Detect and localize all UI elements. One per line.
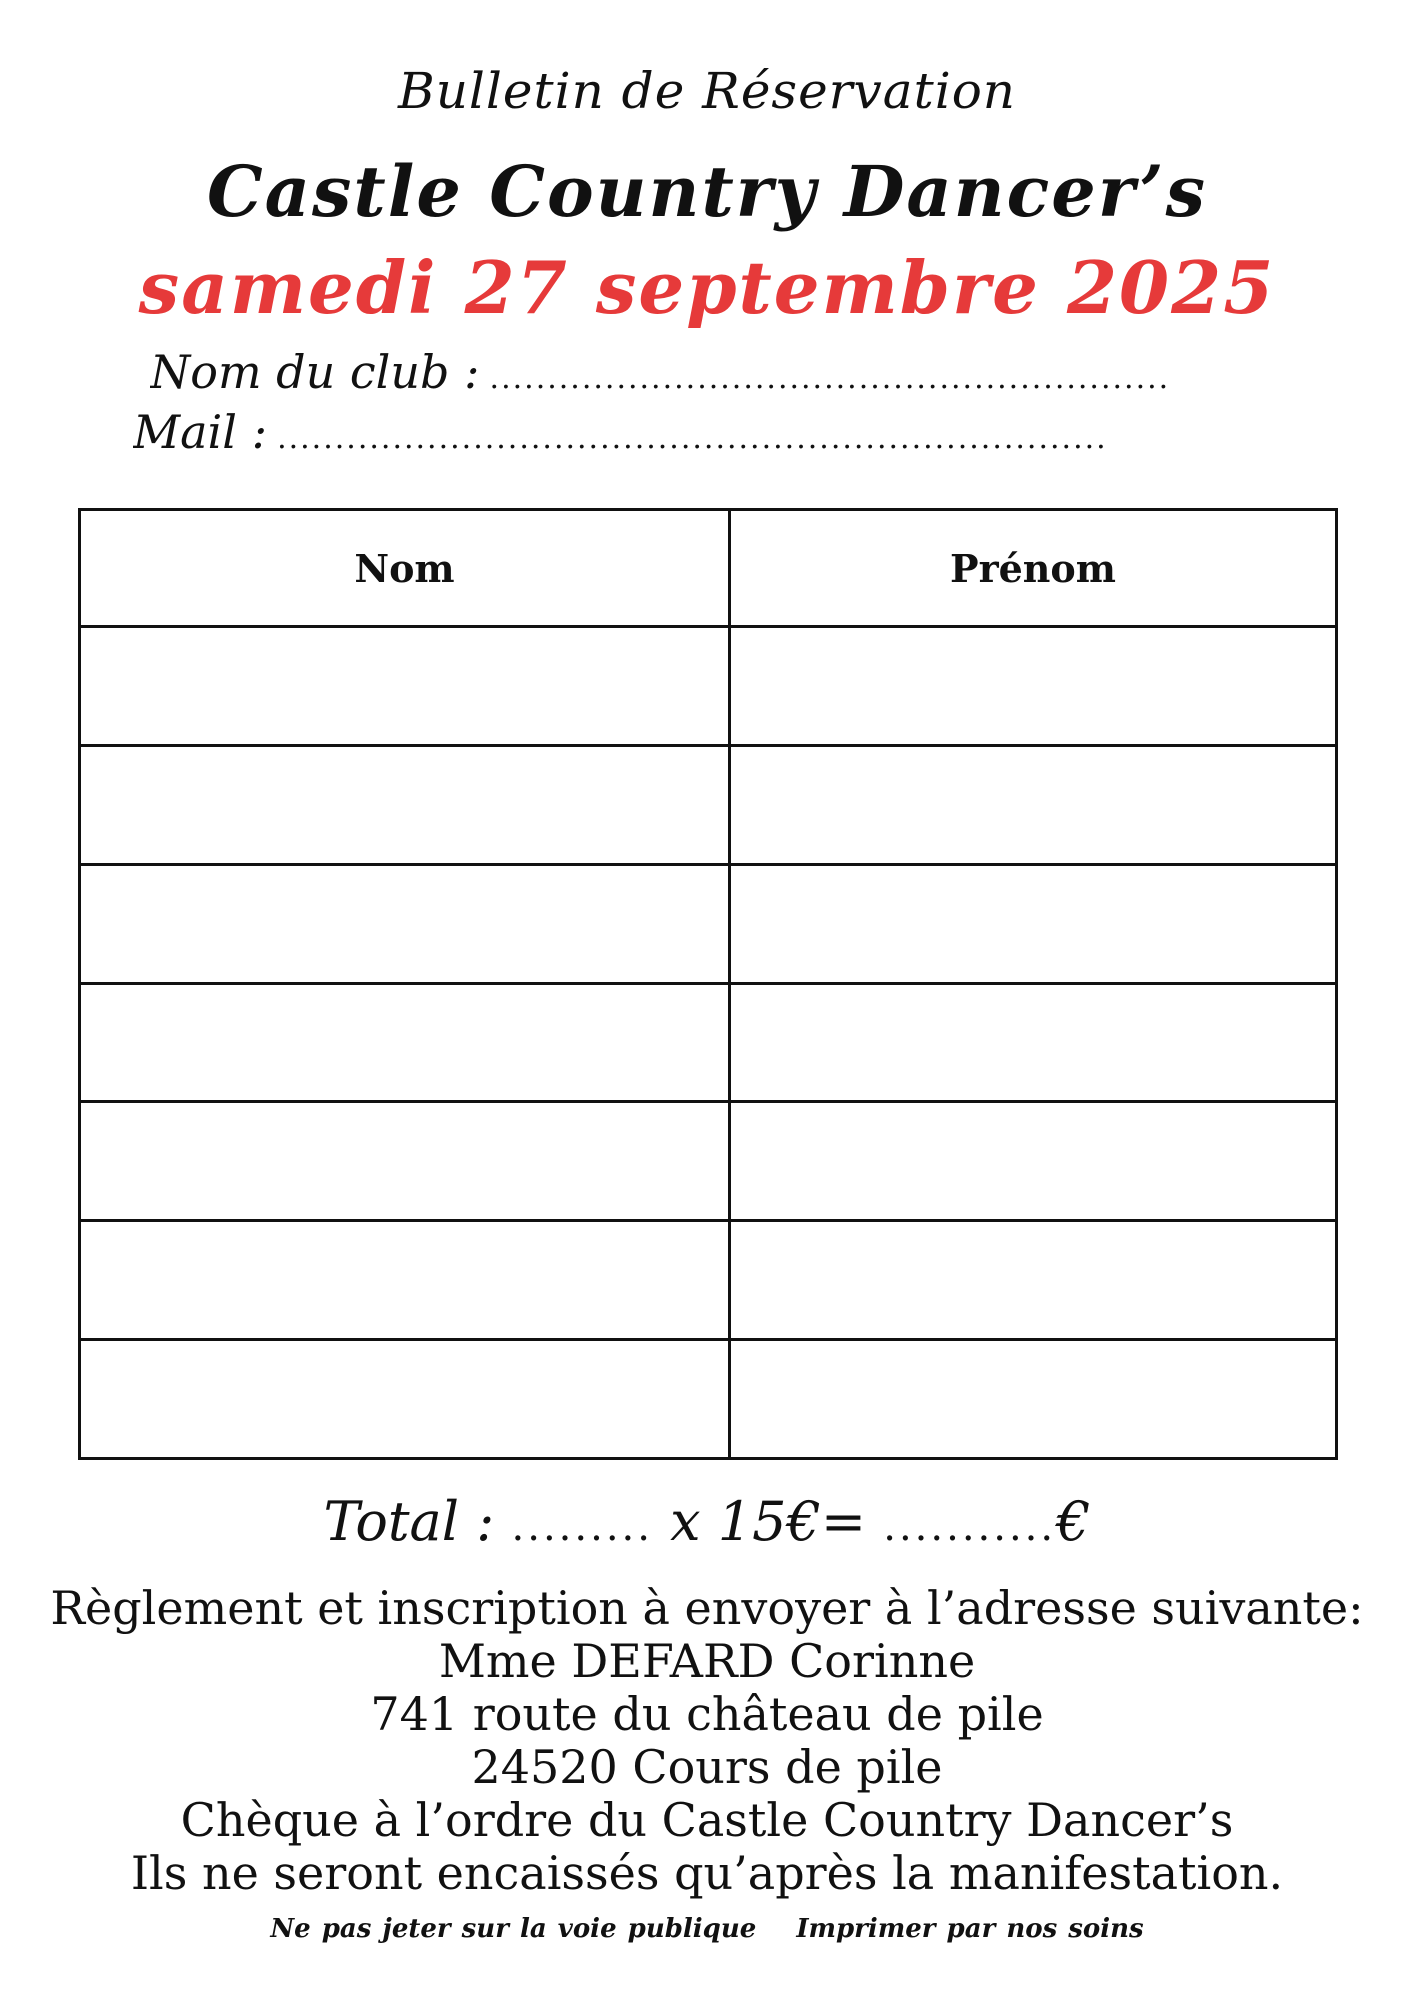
payment-instruction: Chèque à l’ordre du Castle Country Dancer’s	[180, 1793, 1234, 1847]
table-row	[80, 627, 1337, 746]
table-row	[80, 983, 1337, 1102]
prenom-cell[interactable]	[730, 864, 1337, 983]
payment-note: Ils ne seront encaissés qu’après la manifestation.	[130, 1846, 1284, 1900]
total-label: Total :	[323, 1490, 495, 1553]
table-row	[80, 1221, 1337, 1340]
prenom-cell[interactable]	[730, 983, 1337, 1102]
prenom-cell[interactable]	[730, 745, 1337, 864]
event-date: samedi 27 septembre 2025	[138, 245, 1276, 330]
total-line	[0, 1490, 1414, 1553]
nom-cell[interactable]	[80, 864, 730, 983]
column-header-nom: Nom	[80, 510, 730, 627]
mail-label: Mail :	[133, 405, 268, 459]
club-name-label: Nom du club :	[150, 345, 480, 399]
address-intro: Règlement et inscription à envoyer à l’adresse suivante:	[50, 1581, 1364, 1635]
prenom-cell[interactable]	[730, 1340, 1337, 1459]
footer	[0, 1914, 1414, 1944]
mail-field[interactable]	[133, 405, 1273, 459]
table-row	[80, 1340, 1337, 1459]
table-row	[80, 745, 1337, 864]
table-row	[80, 864, 1337, 983]
total-multiplier: x 15€=	[670, 1490, 867, 1553]
nom-cell[interactable]	[80, 1102, 730, 1221]
club-name-field[interactable]	[150, 345, 1240, 399]
total-quantity-dots[interactable]: .........	[511, 1504, 653, 1550]
nom-cell[interactable]	[80, 627, 730, 746]
table-header-row	[80, 510, 1337, 627]
footer-left: Ne pas jeter sur la voie publique	[270, 1914, 757, 1944]
reservation-table	[78, 508, 1338, 1460]
nom-cell[interactable]	[80, 1340, 730, 1459]
column-header-prenom: Prénom	[730, 510, 1337, 627]
prenom-cell[interactable]	[730, 1221, 1337, 1340]
prenom-cell[interactable]	[730, 627, 1337, 746]
table-row	[80, 1102, 1337, 1221]
nom-cell[interactable]	[80, 983, 730, 1102]
total-amount-dots[interactable]: ...........	[883, 1504, 1057, 1550]
club-name-title: Castle Country Dancer’s	[206, 150, 1208, 233]
mail-dotted-line: ........................................................................	[277, 421, 1108, 456]
form-subtitle: Bulletin de Réservation	[397, 62, 1017, 120]
address-city: 24520 Cours de pile	[471, 1740, 943, 1794]
total-currency: €	[1056, 1490, 1091, 1553]
address-block	[0, 1582, 1414, 1900]
footer-right: Imprimer par nos soins	[796, 1914, 1144, 1944]
nom-cell[interactable]	[80, 1221, 730, 1340]
address-street: 741 route du château de pile	[370, 1687, 1044, 1741]
club-name-dotted-line: ...........................................................	[489, 361, 1171, 396]
nom-cell[interactable]	[80, 745, 730, 864]
address-recipient: Mme DEFARD Corinne	[438, 1634, 976, 1688]
prenom-cell[interactable]	[730, 1102, 1337, 1221]
